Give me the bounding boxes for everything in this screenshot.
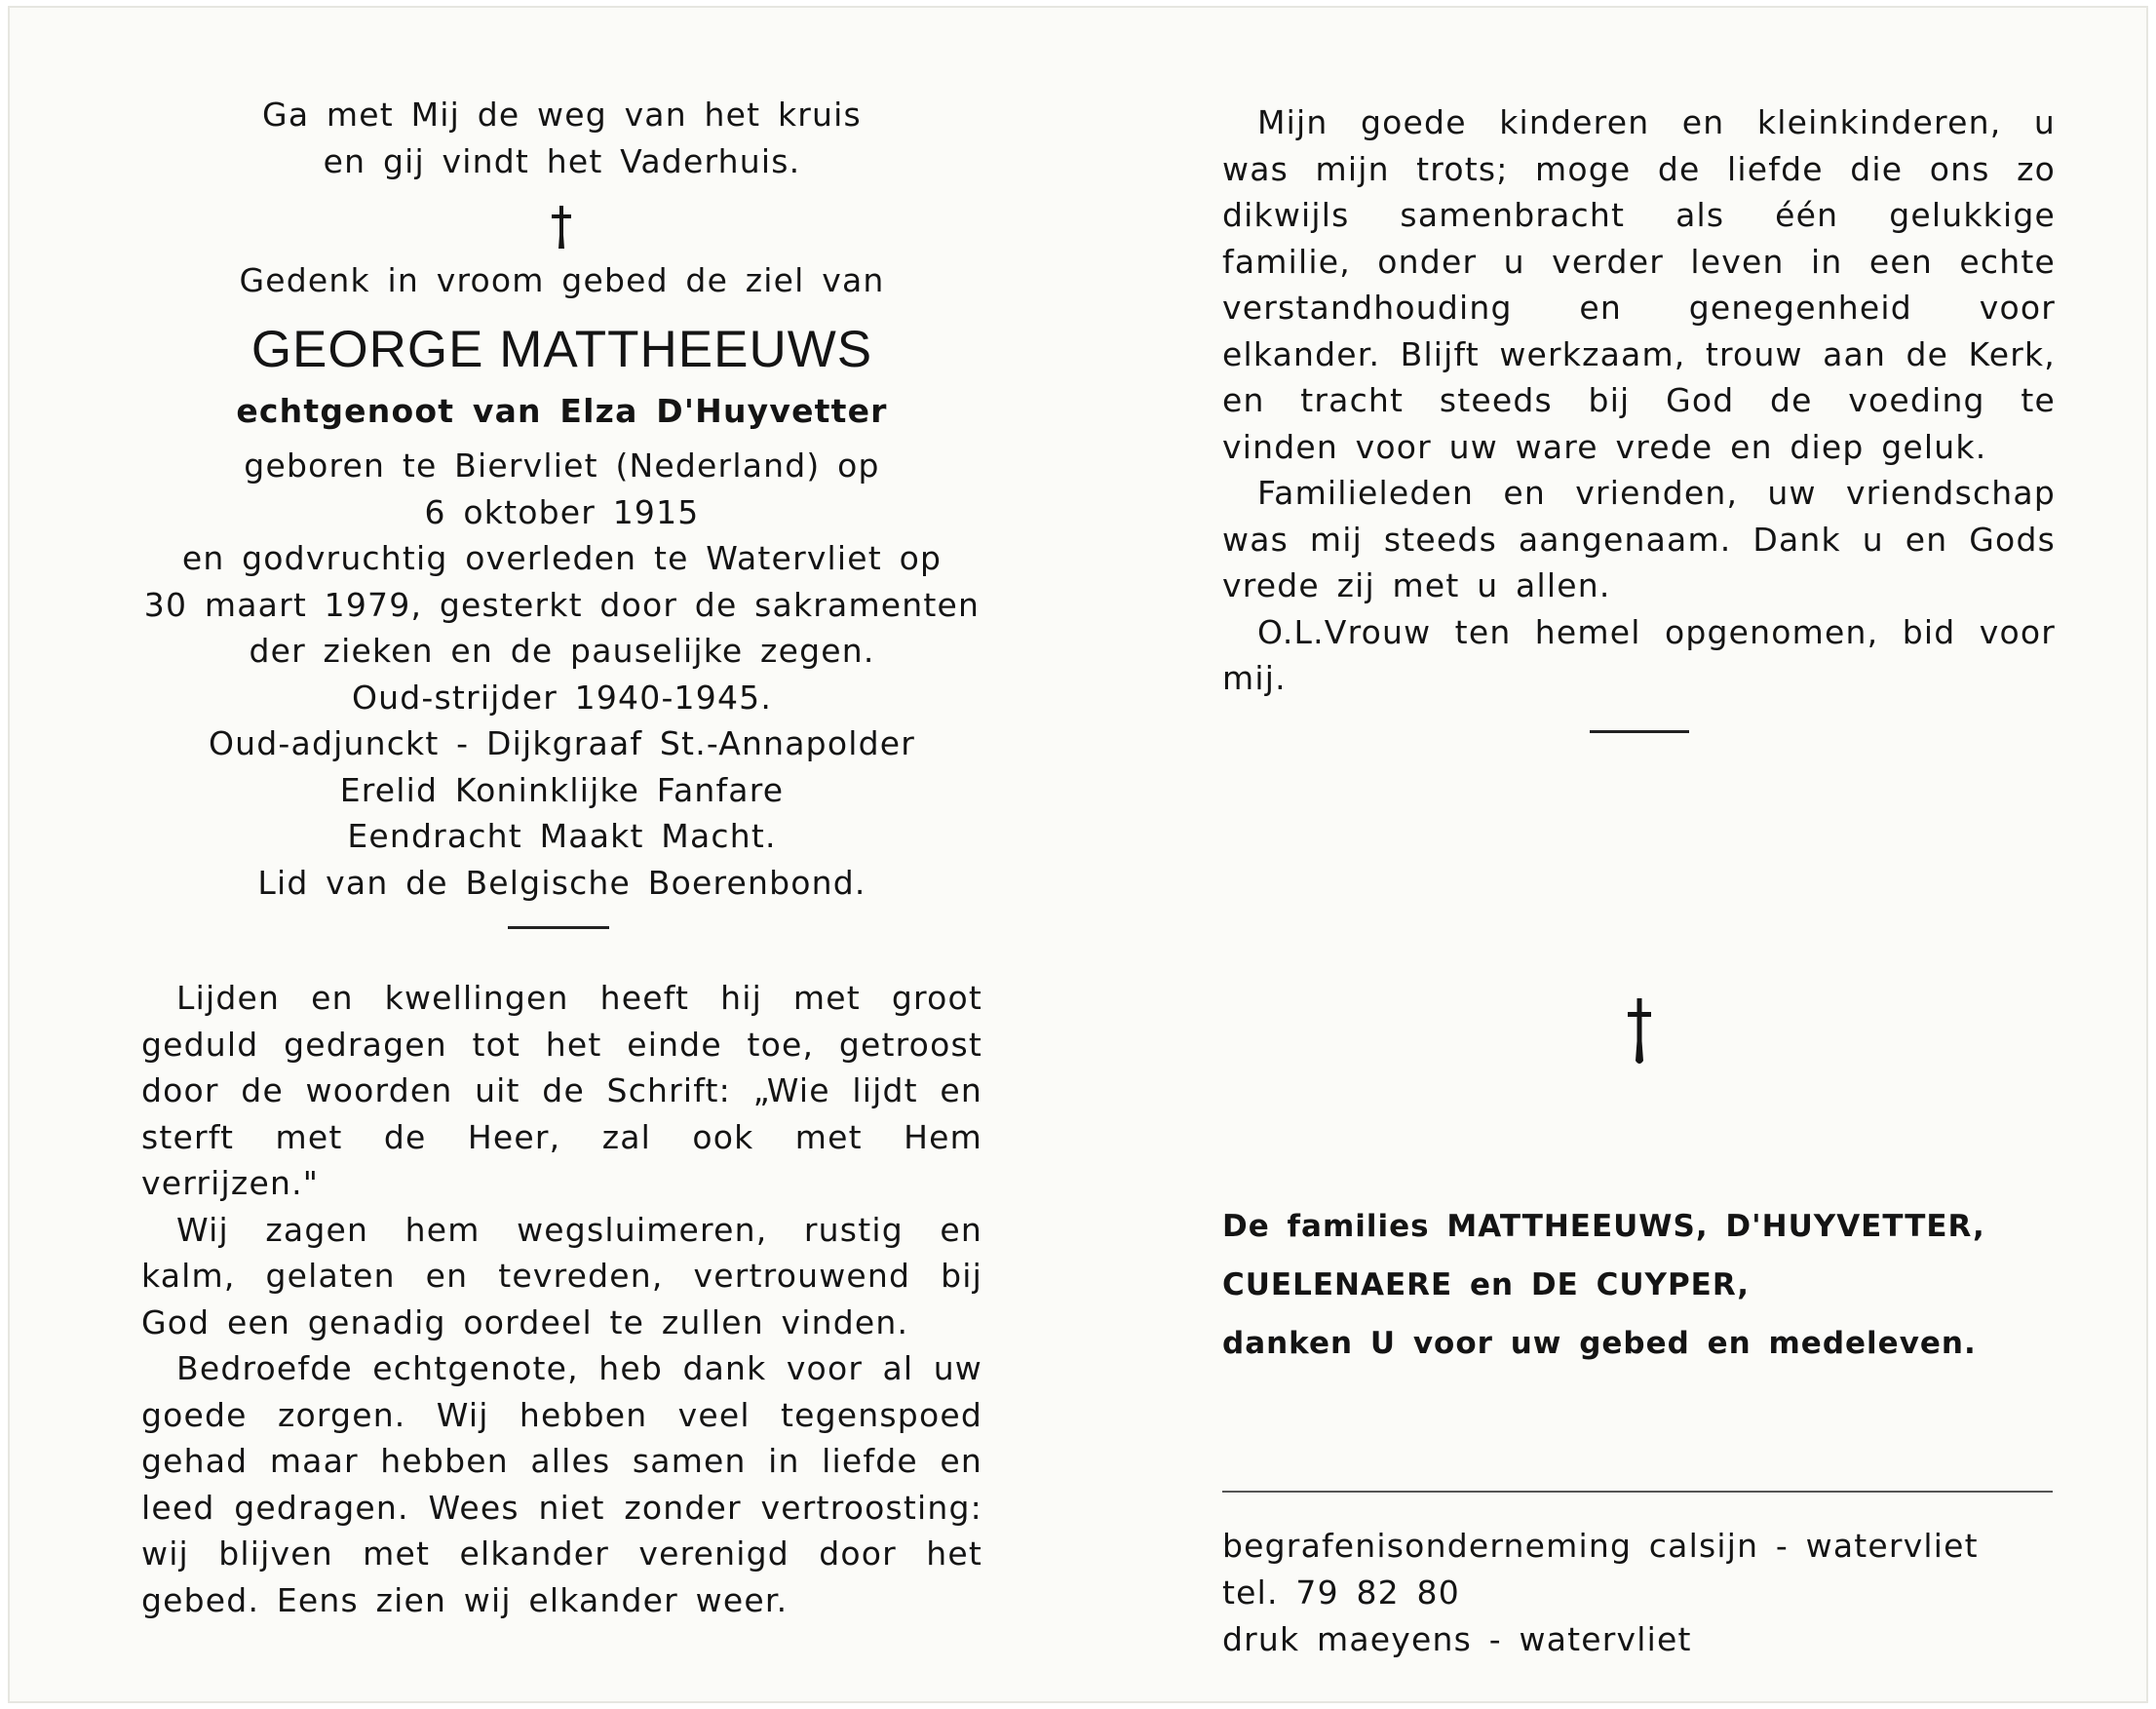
verse [141, 92, 982, 184]
bio-line: Oud-strijder 1940-1945. [351, 678, 773, 717]
memorial-card [8, 6, 2148, 1703]
right-text [1222, 99, 2056, 702]
divider [508, 926, 609, 929]
printer: druk maeyens - watervliet [1222, 1620, 1692, 1658]
paragraph: Bedroefde echtgenote, heb dank voor al uw goede zorgen. Wij hebben veel tegenspoed gehad maar hebben alles samen in liefde en leed gedragen. Wees niet zonder vertroosting: wij blijven met elkander verenigd door het gebed. Eens zien wij elkander weer. [141, 1349, 982, 1619]
footer-divider [1222, 1491, 2053, 1493]
divider [1590, 730, 1689, 733]
biography [116, 443, 1008, 906]
bio-line: Lid van de Belgische Boerenbond. [257, 863, 866, 902]
left-text [141, 975, 982, 1623]
bio-line: Oud-adjunckt - Dijkgraaf St.-Annapolder [208, 724, 916, 762]
family-thanks [1222, 1197, 2056, 1373]
bio-line: 6 oktober 1915 [424, 492, 700, 531]
verse-line: en gij vindt het Vaderhuis. [323, 141, 801, 180]
bio-line: der zieken en de pauselijke zegen. [249, 632, 875, 670]
bio-line: 30 maart 1979, gesterkt door de sakramenten [143, 585, 981, 624]
paragraph: Lijden en kwellingen heeft hij met groot geduld gedragen tot het einde toe, getroost door de woorden uit de Schrift: „Wie lijdt en sterft met de Heer, zal ook met Hem verrijzen." [141, 979, 982, 1202]
thanks-line: CUELENAERE en DE CUYPER, [1222, 1267, 1751, 1302]
phone: tel. 79 82 80 [1222, 1573, 1460, 1612]
paragraph: Familieleden en vrienden, uw vriendschap was mij steeds aangenaam. Dank u en Gods vrede zij met u allen. [1222, 474, 2056, 604]
paragraph: O.L.Vrouw ten hemel opgenomen, bid voor mij. [1222, 612, 2056, 697]
footer [1222, 1523, 2056, 1663]
remember-text: Gedenk in vroom gebed de ziel van [239, 261, 885, 299]
spouse-line: echtgenoot van Elza D'Huyvetter [236, 392, 888, 430]
deceased-name: GEORGE MATTHEEUWS [250, 321, 873, 378]
bio-line: Erelid Koninklijke Fanfare [339, 770, 785, 809]
cross-icon [550, 206, 573, 251]
verse-line: Ga met Mij de weg van het kruis [262, 96, 862, 134]
thanks-line: De families MATTHEEUWS, D'HUYVETTER, [1222, 1209, 1985, 1244]
paragraph: Mijn goede kinderen en kleinkinderen, u was mijn trots; moge de liefde die ons zo dikwijls samenbracht als één gelukkige familie, onder u verder leven in een echte verstandhouding en genegenheid voor elkander. Blijft werkzaam, trouw aan de Kerk, en tracht steeds bij God de voeding te vinden voor uw ware vrede en diep geluk. [1222, 103, 2056, 466]
cross-icon [1626, 998, 1653, 1067]
thanks-line: danken U voor uw gebed en medeleven. [1222, 1326, 1977, 1361]
funeral-home: begrafenisonderneming calsijn - watervliet [1222, 1527, 1979, 1565]
bio-line: geboren te Biervliet (Nederland) op [244, 447, 880, 485]
bio-line: Eendracht Maakt Macht. [347, 817, 777, 855]
paragraph: Wij zagen hem wegsluimeren, rustig en kalm, gelaten en tevreden, vertrouwend bij God een genadig oordeel te zullen vinden. [141, 1210, 982, 1341]
bio-line: en godvruchtig overleden te Watervliet op [181, 539, 943, 577]
